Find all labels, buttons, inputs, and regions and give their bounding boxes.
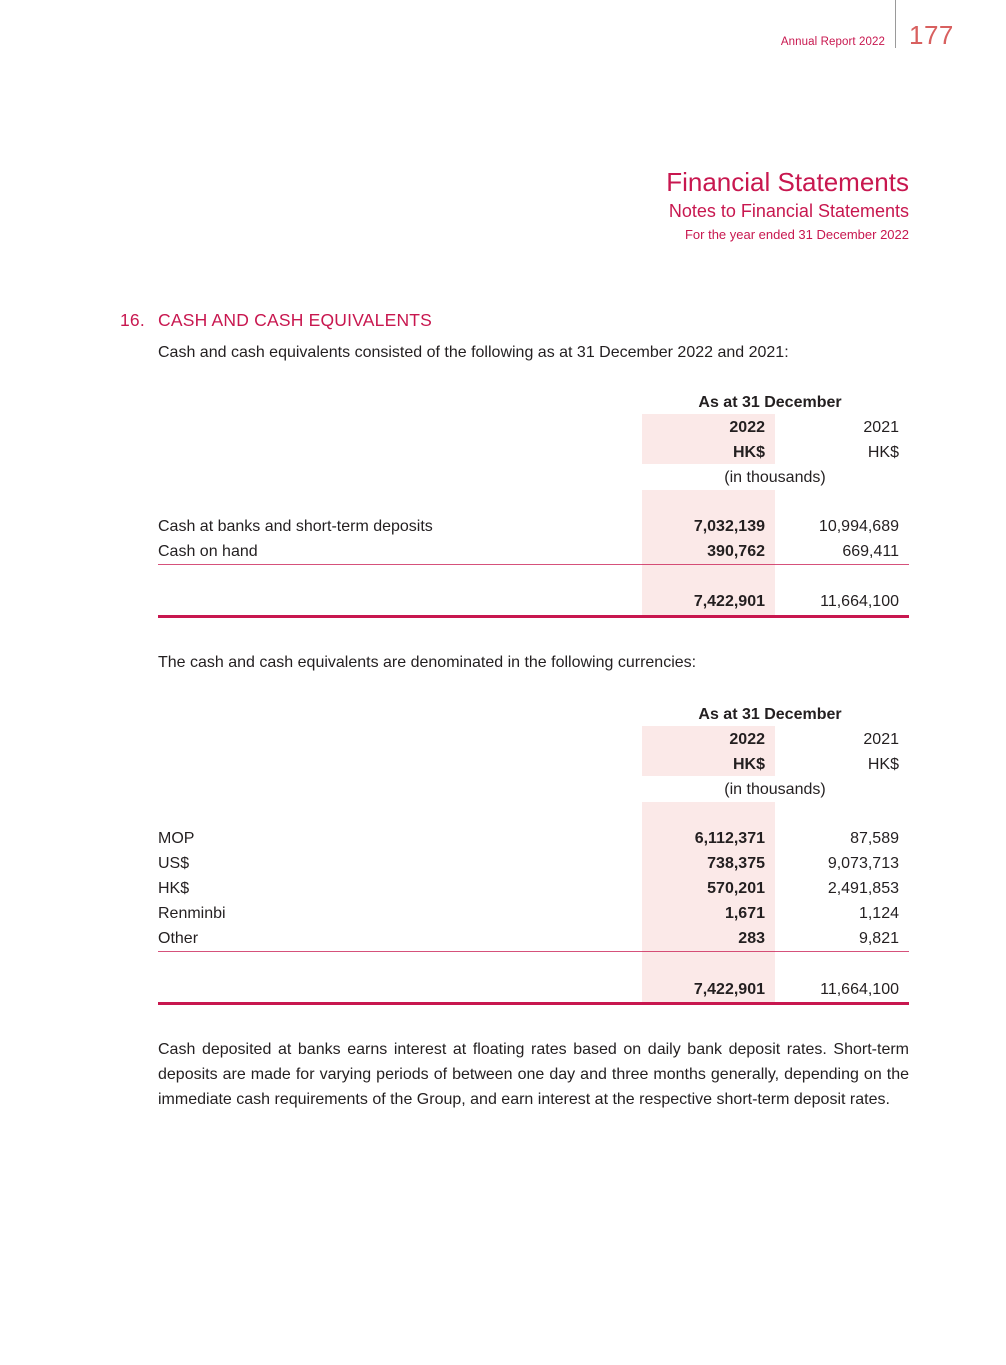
- total-2021: 11,664,100: [820, 981, 899, 998]
- currency-breakdown-table: [158, 701, 909, 1009]
- currency-current-header: HK$: [732, 444, 765, 461]
- value-2022: 1,671: [724, 905, 765, 922]
- value-2021: 669,411: [842, 543, 899, 560]
- total-rule: [158, 1002, 909, 1005]
- value-2022: 738,375: [707, 855, 765, 872]
- value-2022: 6,112,371: [694, 830, 765, 847]
- year-current-header: 2022: [729, 731, 765, 748]
- section-intro: Cash and cash equivalents consisted of the following as at 31 December 2022 and 2021:: [158, 344, 789, 361]
- total-2022: 7,422,901: [693, 593, 765, 610]
- currency-prior-header: HK$: [867, 756, 899, 773]
- section-title: CASH AND CASH EQUIVALENTS: [158, 310, 433, 330]
- value-2021: 9,073,713: [827, 855, 899, 872]
- subtotal-rule: [158, 951, 909, 952]
- value-2021: 10,994,689: [818, 518, 899, 535]
- page-number: 177: [909, 20, 954, 50]
- title-block: [666, 166, 909, 246]
- value-2021: 1,124: [858, 905, 899, 922]
- section-number: 16.: [120, 310, 145, 330]
- unit-label: (in thousands): [724, 469, 826, 486]
- value-2022: 283: [738, 930, 765, 947]
- cash-composition-table: [158, 389, 909, 621]
- row-label: HK$: [158, 880, 190, 897]
- value-2022: 390,762: [707, 543, 765, 560]
- column-group-header: As at 31 December: [698, 706, 842, 723]
- running-head: Annual Report 2022: [780, 36, 885, 48]
- currency-intro: The cash and cash equivalents are denominated in the following currencies:: [158, 654, 697, 671]
- subtotal-rule: [158, 564, 909, 565]
- year-prior-header: 2021: [863, 731, 899, 748]
- row-label: US$: [158, 855, 190, 872]
- row-label: Cash on hand: [158, 543, 258, 560]
- page-title: Financial Statements: [666, 167, 909, 197]
- closing-paragraph: Cash deposited at banks earns interest at floating rates based on daily bank deposit rates. Short-term deposits are made for varying periods of between one day and three months generally, depending on the immediate cash requirements of the Group, and earn interest at the respective short-term deposit rates.: [158, 1041, 909, 1108]
- header-divider: [895, 0, 896, 48]
- year-current-header: 2022: [729, 419, 765, 436]
- row-label: Other: [158, 930, 199, 947]
- year-prior-header: 2021: [863, 419, 899, 436]
- row-label: Renminbi: [158, 905, 226, 922]
- value-2021: 87,589: [850, 830, 899, 847]
- page-subtitle: Notes to Financial Statements: [668, 201, 909, 221]
- value-2021: 9,821: [858, 930, 899, 947]
- section-heading: [120, 310, 432, 331]
- value-2021: 2,491,853: [827, 880, 899, 897]
- total-2021: 11,664,100: [820, 593, 899, 610]
- total-rule: [158, 615, 909, 618]
- currency-prior-header: HK$: [867, 444, 899, 461]
- row-label: Cash at banks and short-term deposits: [158, 518, 433, 535]
- reporting-period: For the year ended 31 December 2022: [684, 227, 909, 242]
- row-label: MOP: [158, 830, 195, 847]
- currency-current-header: HK$: [732, 756, 765, 773]
- value-2022: 570,201: [707, 880, 765, 897]
- value-2022: 7,032,139: [693, 518, 765, 535]
- unit-label: (in thousands): [724, 781, 826, 798]
- total-2022: 7,422,901: [693, 981, 765, 998]
- column-group-header: As at 31 December: [698, 394, 842, 411]
